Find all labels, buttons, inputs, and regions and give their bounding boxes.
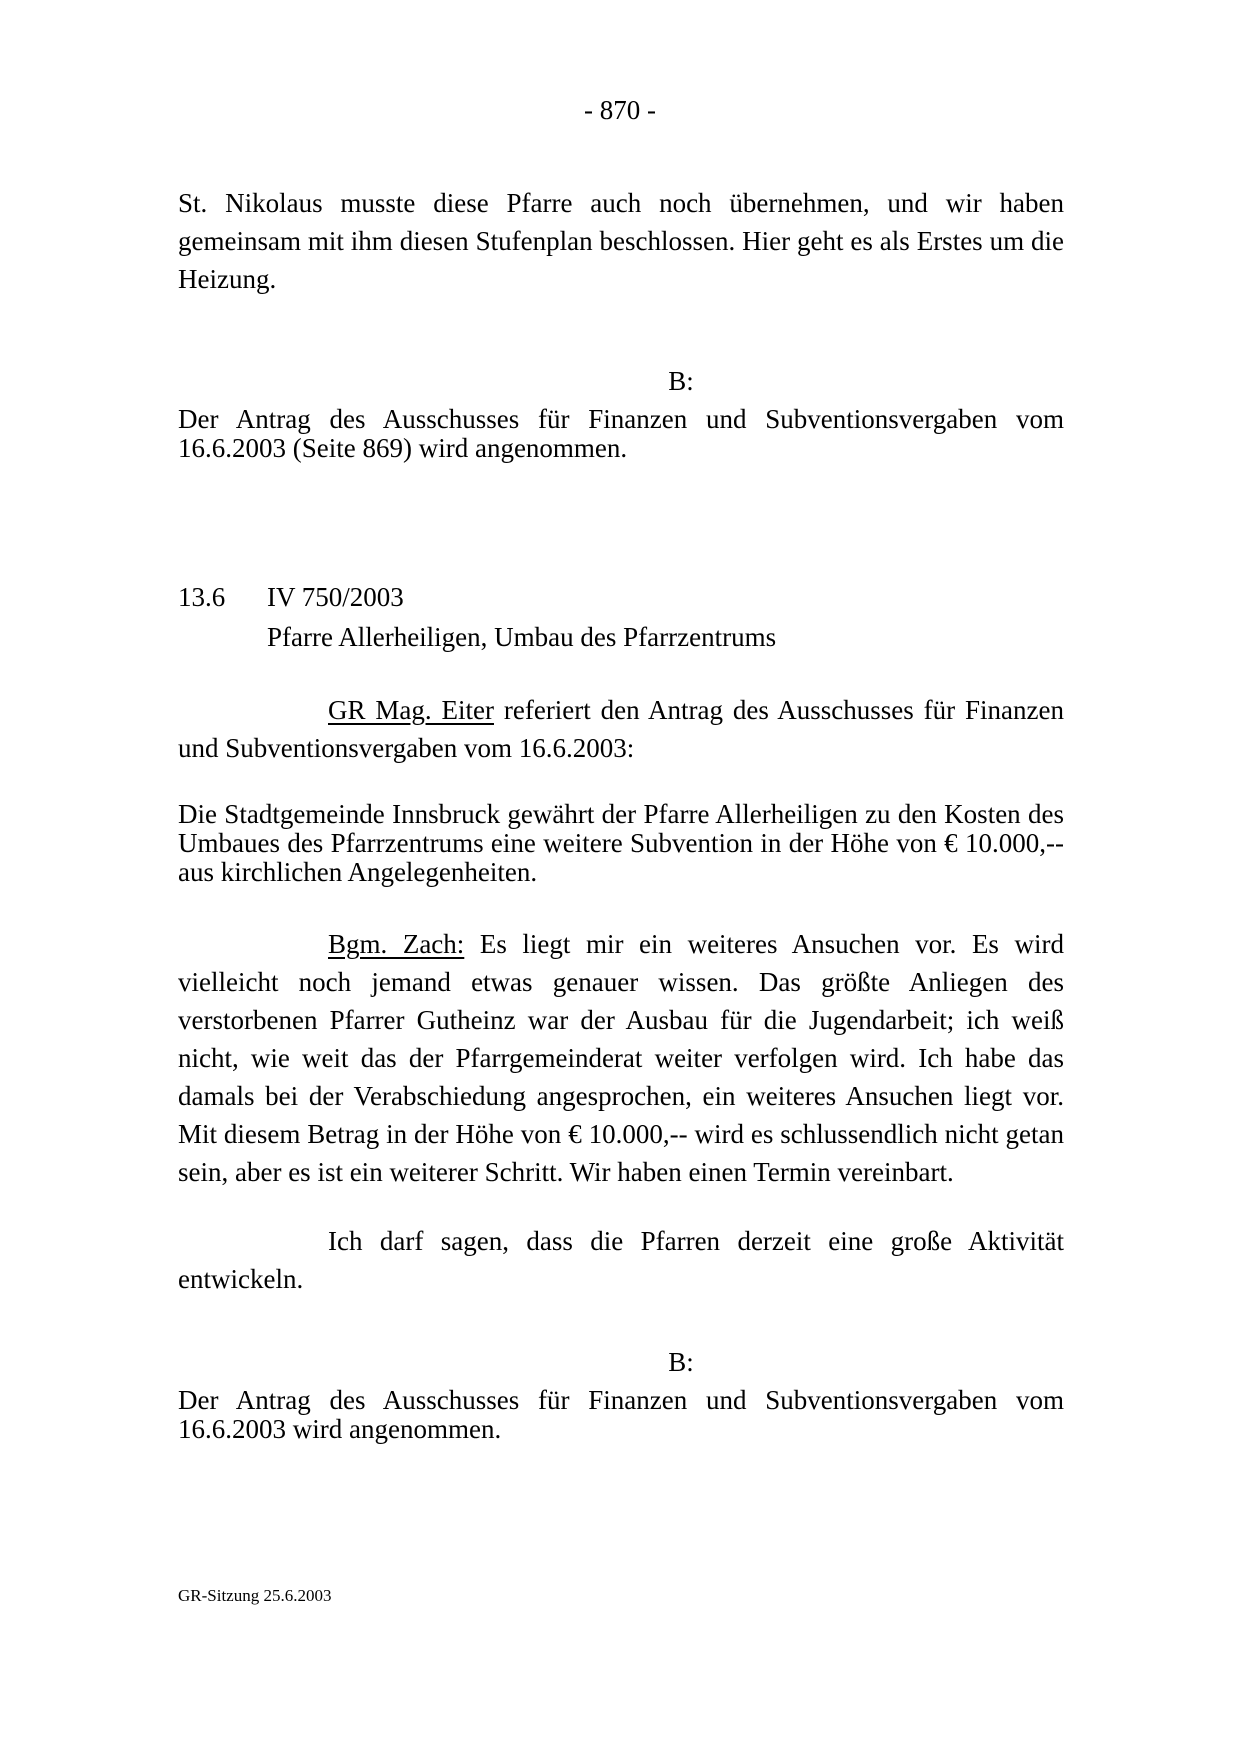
- intro-paragraph: St. Nikolaus musste diese Pfarre auch noch übernehmen, und wir haben gemeinsam mit ihm diesen Stufenplan beschlossen. Hier geht es als Erstes um die Heizung.: [178, 188, 1064, 294]
- item-number: 13.6: [178, 582, 226, 612]
- item-title: Pfarre Allerheiligen, Umbau des Pfarrzentrums: [267, 622, 777, 652]
- statement-text: Es liegt mir ein weiteres Ansuchen vor. Es wird vielleicht noch jemand etwas genauer wissen. Das größte Anliegen des verstorbenen Pfarrer Gutheinz war der Ausbau für die Jugendarbeit; ich weiß nicht, wie weit das der Pfarrgemeinderat weiter verfolgen wird. Ich habe das damals bei der Verabschiedung angesprochen, ein weiteres Ansuchen liegt vor. Mit diesem Betrag in der Höhe von € 10.000,-- wird es schlussendlich nicht getan sein, aber es ist ein weiterer Schritt. Wir haben einen Termin vereinbart.: [178, 929, 1064, 1187]
- beschluss-label-2-text: B:: [668, 1347, 694, 1377]
- statement-continuation: Ich darf sagen, dass die Pfarren derzeit eine große Aktivität entwickeln.: [178, 1226, 1064, 1294]
- item-reference: IV 750/2003: [267, 582, 404, 612]
- footer: GR-Sitzung 25.6.2003: [178, 1586, 332, 1605]
- beschluss-text-2: Der Antrag des Ausschusses für Finanzen und Subventionsvergaben vom 16.6.2003 wird angenommen.: [178, 1385, 1064, 1444]
- beschluss-text-1: Der Antrag des Ausschusses für Finanzen und Subventionsvergaben vom 16.6.2003 (Seite 869) wird angenommen.: [178, 404, 1064, 463]
- speaker-eiter: GR Mag. Eiter: [328, 695, 494, 725]
- referat-text: referiert den Antrag des Ausschusses für Finanzen und Subventionsvergaben vom 16.6.2003:: [178, 695, 1064, 763]
- beschluss-label-2: [178, 1345, 1064, 1379]
- statement-paragraph: [178, 925, 1064, 1191]
- referat-paragraph: [178, 691, 1064, 767]
- beschluss-label-1-text: B:: [668, 366, 694, 396]
- speaker-zach: Bgm. Zach:: [328, 929, 465, 959]
- beschluss-label-1: [178, 364, 1064, 398]
- page-number: - 870 -: [584, 95, 656, 125]
- antrag-text: Die Stadtgemeinde Innsbruck gewährt der Pfarre Allerheiligen zu den Kosten des Umbaues des Pfarrzentrums eine weitere Subvention in der Höhe von € 10.000,-- aus kirchlichen Angelegenheiten.: [178, 799, 1064, 887]
